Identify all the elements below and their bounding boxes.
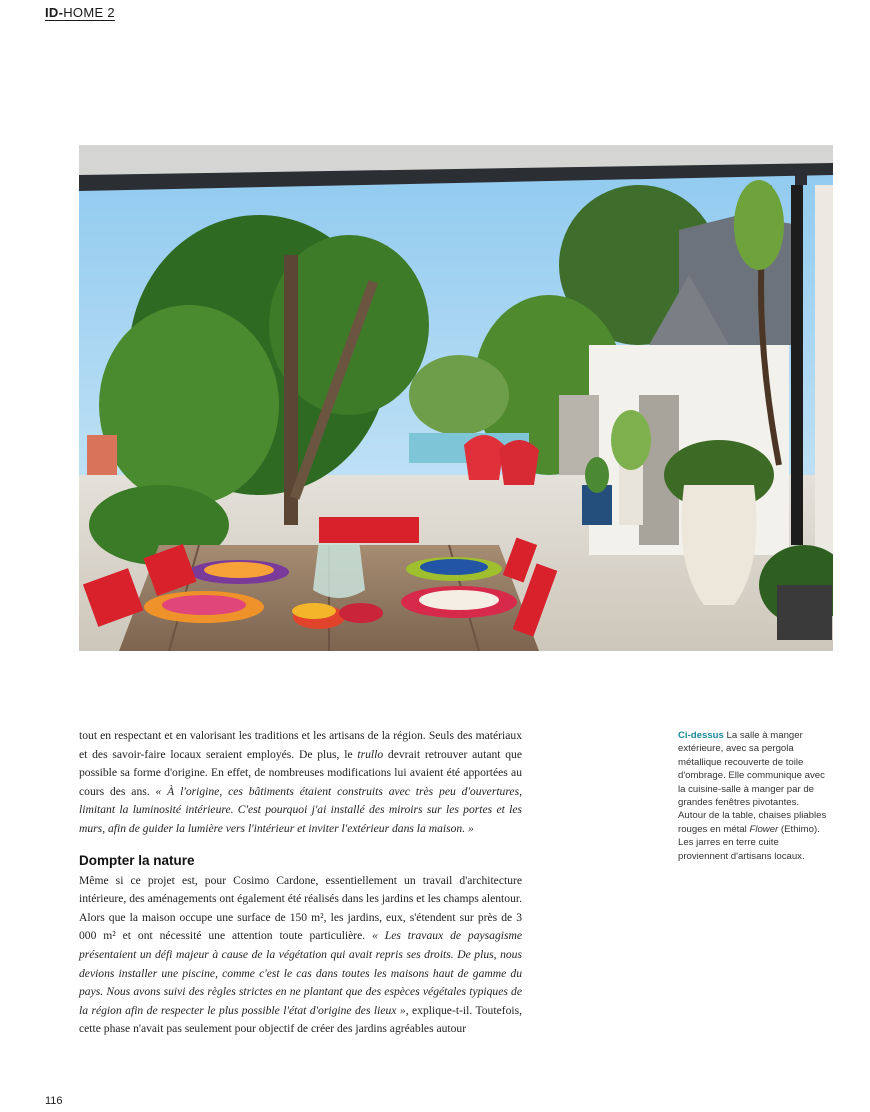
feature-photo (79, 145, 833, 651)
paragraph-1 (79, 727, 522, 839)
para1-quote: « À l'origine, ces bâtiments étaient construits avec très peu d'ouvertures, limitant la luminosité intérieure. C'est pourquoi j'ai installé des miroirs sur les portes et les murs, afin de guider la lumière vers l'intérieur et inviter l'extérieur dans la maison. » (79, 784, 522, 835)
para2-end: , explique-t-il. Toutefois, cette phase n'avait pas seulement pour objectif de créer des jardins agréables autour (79, 1003, 522, 1036)
caption-lead: Ci-dessus (678, 730, 724, 741)
section-heading: Dompter la nature (79, 852, 195, 868)
caption-italic: Flower (749, 823, 779, 835)
page-number: 116 (45, 1095, 63, 1107)
para2-quote: « Les travaux de paysagisme présentaient un défi majeur à cause de la végétation qui avait repris ses droits. De plus, nous devions installer une piscine, comme c'est le cas dans toutes les maisons haut de gamme du pays. Nous avons suivi des règles strictes en ne plantant que des espèces végétales typiques de la région afin de respecter le plus possible l'état d'origine des lieux » (79, 929, 523, 1017)
photo-caption (678, 729, 828, 863)
para2-text: Même si ce projet est, pour Cosimo Cardone, essentiellement un travail d'architecture intérieure, des aménagements ont également été réalisés dans les jardins et les champs alentour. Alors que la maison occupe une surface de 150 m², les jardins, eux, s'étendent sur près de 3 000 m² et ont nécessité une attention toute particulière. (79, 873, 522, 943)
para1-text: tout en respectant et en valorisant les traditions et les artisans de la région. Seuls des matériaux et des savoir-faire locaux seraient employés. De plus, le (79, 729, 522, 761)
brand-rest: HOME 2 (63, 5, 115, 20)
paragraph-2 (79, 872, 522, 1039)
running-head (45, 5, 115, 20)
para1-italic: trullo (357, 747, 384, 761)
caption-text-1: La salle à manger extérieure, avec sa pergola métallique recouverte de toile d'ombrage. Elle communique avec la cuisine-salle à manger par de grandes fenêtres pivotantes. Autour de la table, chaises pliables rouges en métal (678, 730, 827, 835)
para1-cont: devrait retrouver autant que possible sa forme d'origine. En effet, de nombreuses modifications lui avaient été apportées au cours des ans. (79, 747, 522, 798)
brand-bold: ID- (45, 5, 64, 20)
photo-illustration (79, 145, 833, 651)
article-body (79, 727, 522, 1039)
caption-text-2: (Ethimo). Les jarres en terre cuite proviennent d'artisans locaux. (678, 823, 820, 862)
